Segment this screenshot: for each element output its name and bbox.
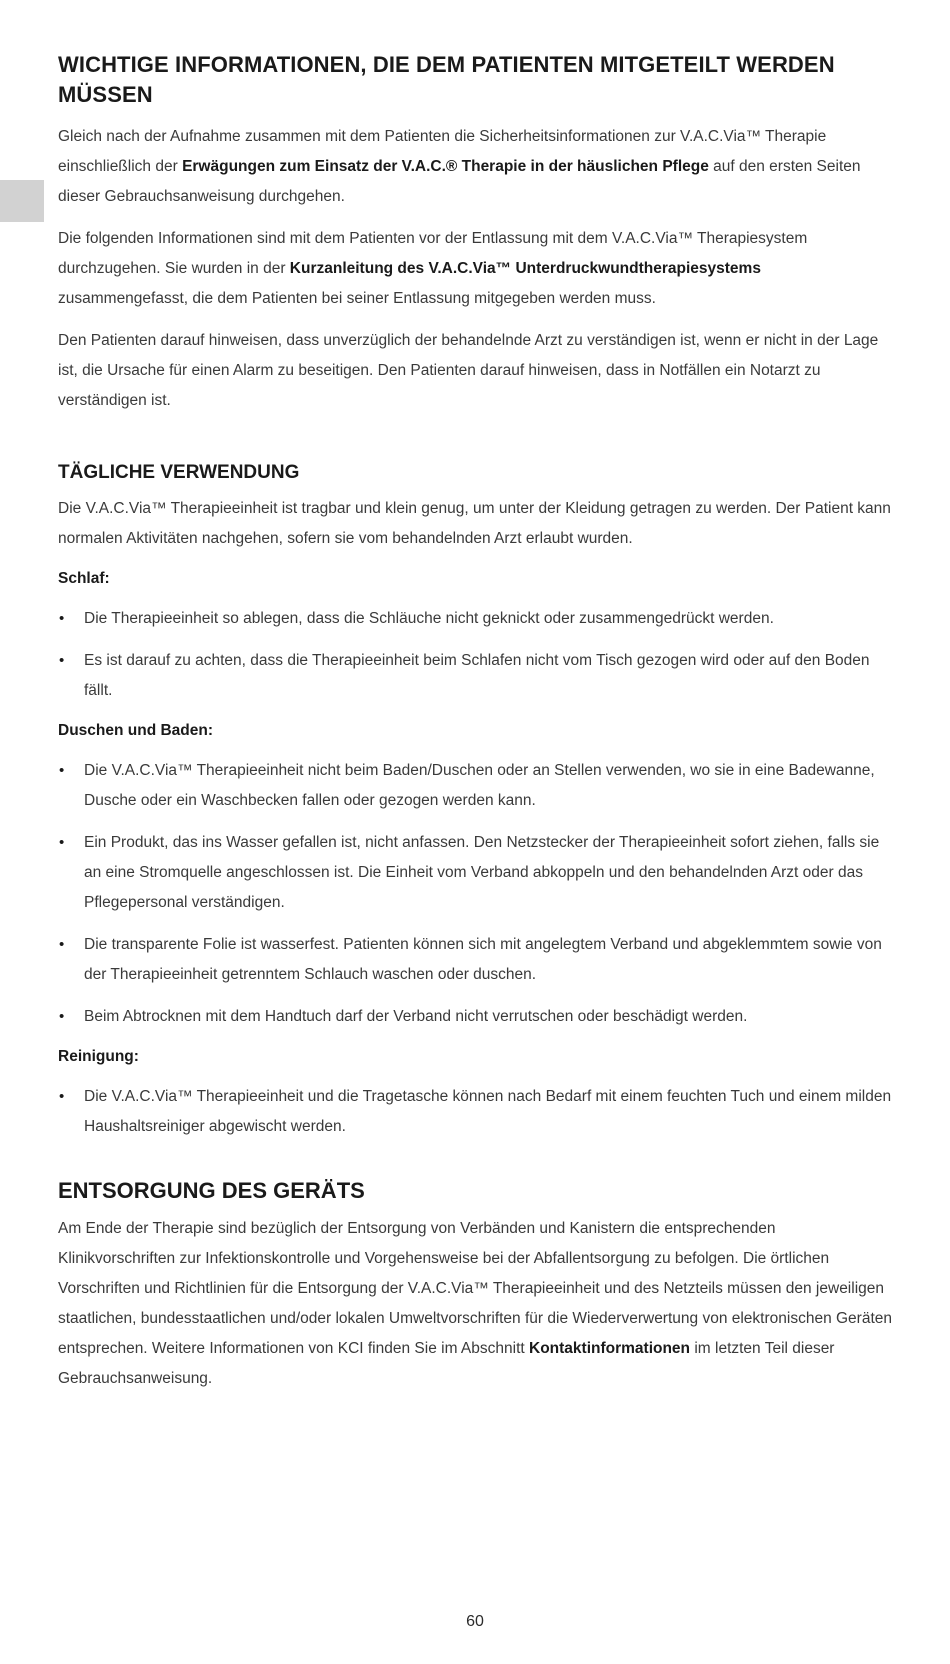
paragraph-safety-review [58,122,894,212]
bullet-icon: • [59,1088,65,1105]
text-run: Am Ende der Therapie sind bezüglich der Entsorgung von Verbänden und Kanistern die entsprechenden Klinikvorschriften zur Infektionskontrolle und Vorgehensweise bei der Abfallentsorgung zu befolgen. Die örtlichen Vorschriften und Richtlinien für die Entsorgung der V.A.C.Via™ Therapieeinheit und des Netzteils müssen den jeweiligen staatlichen, bundesstaatlichen und/oder lokalen Umweltvorschriften für die Wiederverwertung von elektronischen Geräten entsprechen. Weitere Informationen von KCI finden Sie im Abschnitt [58,1220,893,1357]
subheading-bathing: Duschen und Baden: [58,722,214,739]
list-item [58,1002,894,1032]
list-item [58,828,894,918]
list-item [58,756,894,816]
text-run: zusammengefasst, die dem Patienten bei seiner Entlassung mitgegeben werden muss. [58,290,656,307]
chapter-tab-marker [0,180,44,222]
bullet-icon: • [59,610,65,627]
list-item [58,604,894,634]
bullet-icon: • [59,936,65,953]
list-item-text: Die Therapieeinheit so ablegen, dass die Schläuche nicht geknickt oder zusammengedrückt werden. [84,610,774,627]
text-run: Die folgenden Informationen sind mit dem Patienten vor der Entlassung mit dem V.A.C.Via™ Therapiesystem durchzugehen. Sie wurden in der [58,230,808,277]
subheading-cleaning: Reinigung: [58,1048,139,1065]
list-item-text: Ein Produkt, das ins Wasser gefallen ist, nicht anfassen. Den Netzstecker der Therapieeinheit sofort ziehen, falls sie an eine Stromquelle angeschlossen ist. Die Einheit vom Verband abkoppeln und den behandelnden Arzt oder das Pflegepersonal verständigen. [84,834,880,911]
text-run: im letzten Teil dieser Gebrauchsanweisung. [58,1340,835,1387]
text-run: auf den ersten Seiten dieser Gebrauchsanweisung durchgehen. [58,158,861,205]
bullet-icon: • [59,834,65,851]
list-item-text: Beim Abtrocknen mit dem Handtuch darf der Verband nicht verrutschen oder beschädigt werden. [84,1008,748,1025]
spacer [58,1154,894,1176]
text-run: Gleich nach der Aufnahme zusammen mit dem Patienten die Sicherheitsinformationen zur V.A.C.Via™ Therapie einschließlich der [58,128,827,175]
list-item-text: Die transparente Folie ist wasserfest. Patienten können sich mit angelegtem Verband und abgeklemmtem sowie von der Therapieeinheit getrenntem Schlauch waschen oder duschen. [84,936,882,983]
paragraph-alarm-notice: Den Patienten darauf hinweisen, dass unverzüglich der behandelnde Arzt zu verständigen ist, wenn er nicht in der Lage ist, die Ursache für einen Alarm zu beseitigen. Den Patienten darauf hinweisen, dass in Notfällen ein Notarzt zu verständigen ist. [58,332,879,409]
section-title-daily-use: TÄGLICHE VERWENDUNG [58,462,300,483]
page-content [58,50,894,1406]
bold-reference-quick-guide: Kurzanleitung des V.A.C.Via™ Unterdruckwundtherapiesystems [289,260,761,277]
section-title-patient-information: WICHTIGE INFORMATIONEN, DIE DEM PATIENTEN MITGETEILT WERDEN MÜSSEN [58,52,835,107]
subheading-sleep: Schlaf: [58,570,110,587]
page-number: 60 [466,1613,484,1630]
bullet-icon: • [59,1008,65,1025]
spacer [58,428,894,460]
list-item-text: Es ist darauf zu achten, dass die Therapieeinheit beim Schlafen nicht vom Tisch gezogen wird oder auf den Boden fällt. [84,652,870,699]
bold-reference-home-care: Erwägungen zum Einsatz der V.A.C.® Therapie in der häuslichen Pflege [182,158,709,175]
list-item [58,930,894,990]
list-item [58,646,894,706]
list-bathing [58,756,894,1032]
list-sleep [58,604,894,706]
bullet-icon: • [59,762,65,779]
paragraph-disposal [58,1214,894,1394]
bullet-icon: • [59,652,65,669]
bold-reference-contact-info: Kontaktinformationen [529,1340,691,1357]
paragraph-daily-use-intro: Die V.A.C.Via™ Therapieeinheit ist tragbar und klein genug, um unter der Kleidung getragen zu werden. Der Patient kann normalen Aktivitäten nachgehen, sofern sie vom behandelnden Arzt erlaubt wurden. [58,500,891,547]
paragraph-discharge-info [58,224,894,314]
list-cleaning [58,1082,894,1142]
section-title-disposal: ENTSORGUNG DES GERÄTS [58,1178,365,1203]
list-item-text: Die V.A.C.Via™ Therapieeinheit und die Tragetasche können nach Bedarf mit einem feuchten Tuch und einem milden Haushaltsreiniger abgewischt werden. [84,1088,892,1135]
list-item-text: Die V.A.C.Via™ Therapieeinheit nicht beim Baden/Duschen oder an Stellen verwenden, wo sie in eine Badewanne, Dusche oder ein Waschbecken fallen oder gezogen werden kann. [84,762,875,809]
list-item [58,1082,894,1142]
